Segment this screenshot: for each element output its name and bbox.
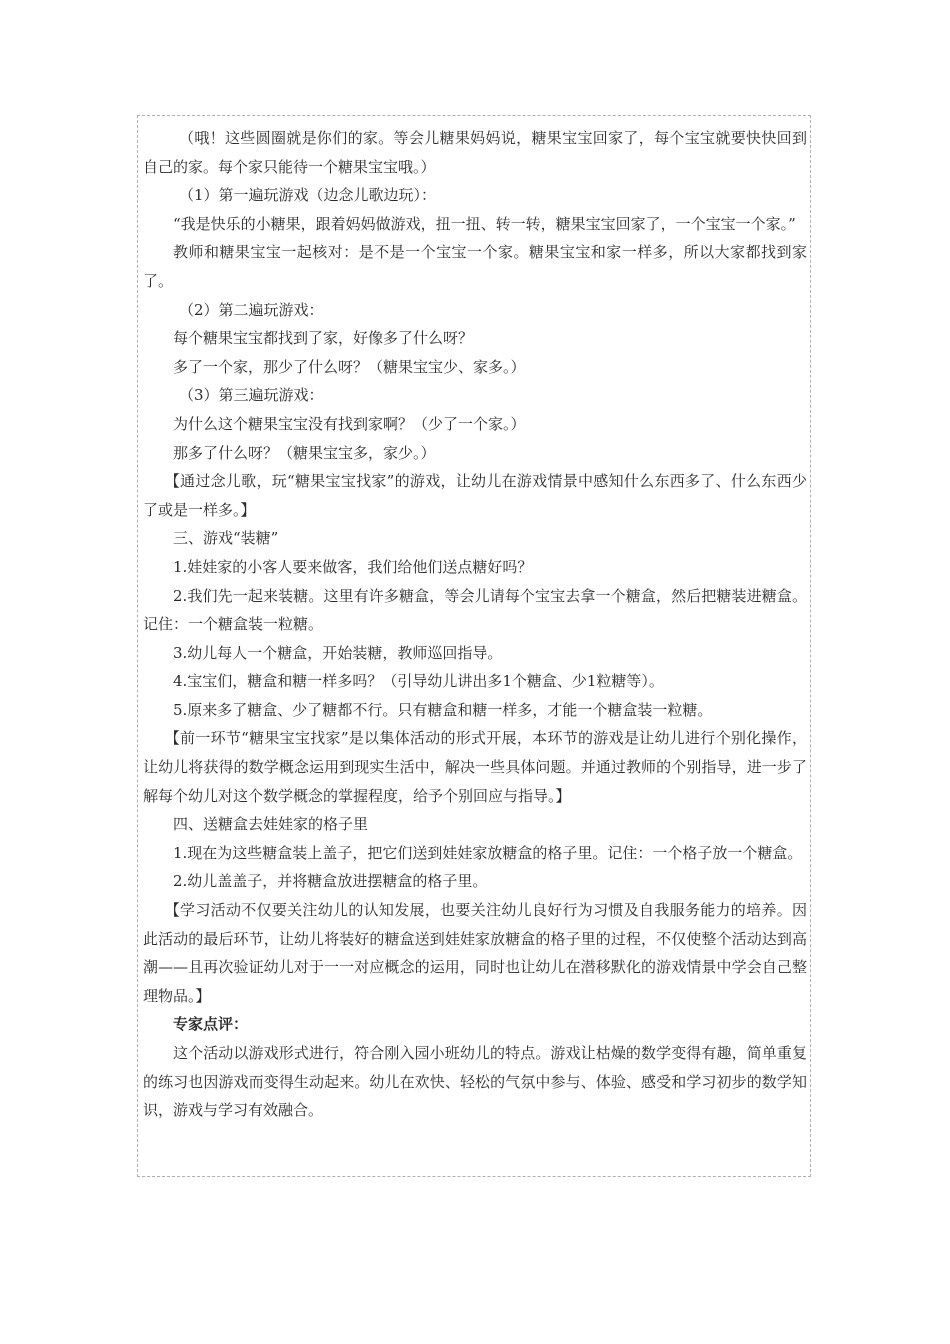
paragraph: 2.幼儿盖盖子，并将糖盒放进摆糖盒的格子里。	[173, 872, 488, 891]
paragraph: （1）第一遍玩游戏（边念儿歌边玩）：	[179, 186, 437, 205]
paragraph: 多了一个家，那少了什么呀？（糖果宝宝少、家多。）	[173, 357, 526, 376]
paragraph: 那多了什么呀？（糖果宝宝多，家少。）	[173, 443, 436, 462]
paragraph: （2）第二遍玩游戏：	[179, 300, 324, 319]
paragraph: 为什么这个糖果宝宝没有找到家啊？（少了一个家。）	[173, 414, 526, 433]
commentary-paragraph: 【学习活动不仅要关注幼儿的认知发展，也要关注幼儿良好行为习惯及自我服务能力的培养。因此活动的最后环节，让幼儿将装好的糖盒送到娃娃家放糖盒的格子里的过程，不仅使整个活动达到高潮——且再次验证幼儿对于一一对应概念的运用，同时也让幼儿在潜移默化的游戏情景中学会自己整理物品。】	[143, 901, 807, 1005]
document-body	[143, 124, 807, 1125]
paragraph: 教师和糖果宝宝一起核对：是不是一个宝宝一个家。糖果宝宝和家一样多，所以大家都找到家了。	[143, 243, 807, 290]
paragraph: （3）第三遍玩游戏：	[179, 386, 324, 405]
paragraph: 1.娃娃家的小客人要来做客，我们给他们送点糖好吗？	[173, 557, 533, 576]
expert-review-heading: 专家点评：	[173, 1015, 249, 1034]
paragraph: “我是快乐的小糖果，跟着妈妈做游戏，扭一扭、转一转，糖果宝宝回家了，一个宝宝一个家。”	[173, 214, 796, 233]
section-heading: 四、送糖盒去娃娃家的格子里	[173, 815, 369, 834]
paragraph: 2.我们先一起来装糖。这里有许多糖盒，等会儿请每个宝宝去拿一个糖盒，然后把糖装进糖盒。记住：一个糖盒装一粒糖。	[143, 586, 807, 634]
paragraph: 这个活动以游戏形式进行，符合刚入园小班幼儿的特点。游戏让枯燥的数学变得有趣，简单重复的练习也因游戏而变得生动起来。幼儿在欢快、轻松的气氛中参与、体验、感受和学习初步的数学知识，游戏与学习有效融合。	[143, 1044, 807, 1120]
paragraph: 4.宝宝们，糖盒和糖一样多吗？（引导幼儿讲出多1个糖盒、少1粒糖等）。	[173, 672, 664, 691]
commentary-paragraph: 【前一环节“糖果宝宝找家”是以集体活动的形式开展，本环节的游戏是让幼儿进行个别化操作，让幼儿将获得的数学概念运用到现实生活中，解决一些具体问题。并通过教师的个别指导，进一步了解每个幼儿对这个数学概念的掌握程度，给予个别回应与指导。】	[143, 729, 807, 805]
paragraph: 3.幼儿每人一个糖盒，开始装糖，教师巡回指导。	[173, 643, 503, 662]
paragraph: 每个糖果宝宝都找到了家，好像多了什么呀？	[173, 329, 474, 348]
paragraph: 1.现在为这些糖盒装上盖子，把它们送到娃娃家放糖盒的格子里。记住：一个格子放一个糖盒。	[173, 843, 803, 862]
section-heading: 三、游戏“装糖”	[173, 529, 279, 548]
commentary-paragraph: 【通过念儿歌，玩“糖果宝宝找家”的游戏，让幼儿在游戏情景中感知什么东西多了、什么东西少了或是一样多。】	[143, 472, 807, 519]
paragraph: 5.原来多了糖盒、少了糖都不行。只有糖盒和糖一样多，才能一个糖盒装一粒糖。	[173, 700, 713, 719]
paragraph: （哦！这些圆圈就是你们的家。等会儿糖果妈妈说，糖果宝宝回家了，每个宝宝就要快快回到自己的家。每个家只能待一个糖果宝宝哦。）	[143, 129, 807, 176]
